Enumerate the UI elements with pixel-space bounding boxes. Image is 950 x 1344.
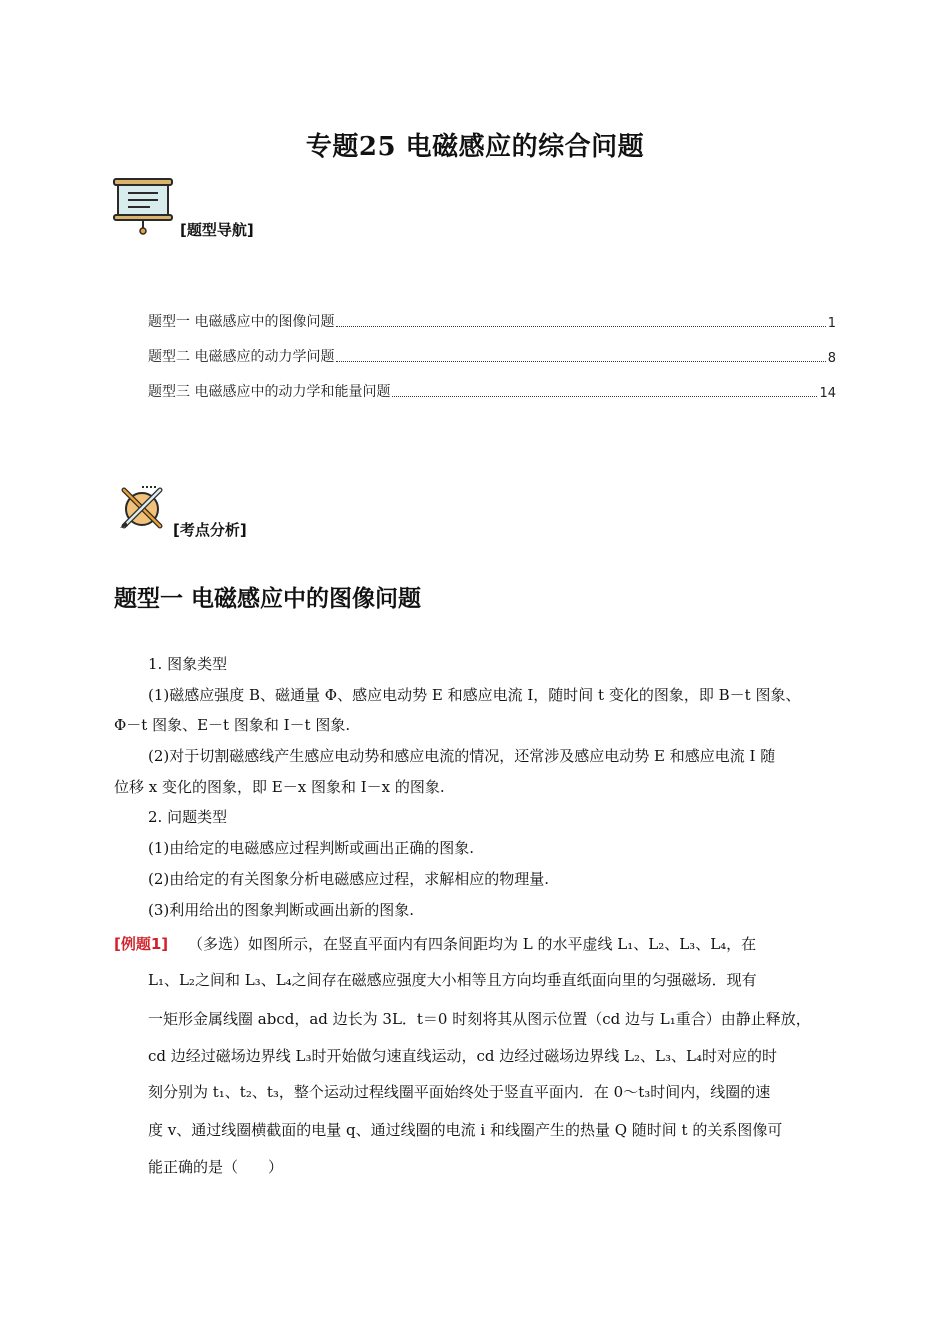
example-text: （多选）如图所示，在竖直平面内有四条间距均为 L 的水平虚线 L₁、L₂、L₃、L₄，在 [188, 935, 757, 953]
toc-item-page: 1 [827, 316, 836, 331]
example-label: [例题1] [114, 935, 169, 953]
page-title: 专题25 电磁感应的综合问题 [305, 132, 645, 162]
example-text: 度 v、通过线圈横截面的电量 q、通过线圈的电流 i 和线圈产生的热量 Q 随时间 t 的关系图像可 [148, 1121, 783, 1139]
example-text: 一矩形金属线圈 abcd，ad 边长为 3L．t＝0 时刻将其从图示位置（cd 边与 L₁重合）由静止释放， [148, 1010, 811, 1028]
example-text: 能正确的是（ ） [148, 1158, 284, 1176]
section-heading: 题型一 电磁感应中的图像问题 [114, 586, 422, 612]
paragraph: 2. 问题类型 [148, 808, 228, 826]
toc-item-label: 题型三 电磁感应中的动力学和能量问题 [148, 384, 391, 400]
paragraph: (1)由给定的电磁感应过程判断或画出正确的图象. [148, 839, 475, 857]
paragraph: (2)由给定的有关图象分析电磁感应过程，求解相应的物理量. [148, 870, 550, 888]
analysis-label: [考点分析] [173, 521, 247, 539]
toc-item[interactable] [148, 346, 836, 366]
toc-item-label: 题型一 电磁感应中的图像问题 [148, 314, 335, 330]
paragraph: (1)磁感应强度 B、磁通量 Φ、感应电动势 E 和感应电流 I，随时间 t 变化的图象，即 B－t 图象、 [148, 686, 801, 704]
paragraph: 位移 x 变化的图象，即 E－x 图象和 I－x 的图象. [114, 778, 445, 796]
toc-item-page: 14 [819, 386, 836, 401]
paragraph: (2)对于切割磁感线产生感应电动势和感应电流的情况，还常涉及感应电动势 E 和感应电流 I 随 [148, 747, 776, 765]
toc-item[interactable] [148, 311, 836, 331]
example-text: L₁、L₂之间和 L₃、L₄之间存在磁感应强度大小相等且方向均垂直纸面向里的匀强磁场．现有 [148, 971, 757, 989]
toc-leader [336, 326, 825, 327]
toc-item-label: 题型二 电磁感应的动力学问题 [148, 349, 335, 365]
presentation-board-icon [112, 176, 174, 236]
toc-item-page: 8 [827, 351, 836, 366]
toc-leader [392, 396, 817, 397]
crossed-tools-icon [116, 482, 168, 532]
nav-label: [题型导航] [180, 221, 254, 239]
example-text: 刻分别为 t₁、t₂、t₃，整个运动过程线圈平面始终处于竖直平面内．在 0～t₃时间内，线圈的速 [148, 1083, 771, 1101]
paragraph: (3)利用给出的图象判断或画出新的图象. [148, 901, 415, 919]
toc-item[interactable] [148, 381, 836, 401]
toc-leader [336, 361, 825, 362]
paragraph: Φ－t 图象、E－t 图象和 I－t 图象. [114, 716, 351, 734]
paragraph: 1. 图象类型 [148, 655, 228, 673]
example-text: cd 边经过磁场边界线 L₃时开始做匀速直线运动，cd 边经过磁场边界线 L₂、L₃、L₄时对应的时 [148, 1047, 777, 1065]
